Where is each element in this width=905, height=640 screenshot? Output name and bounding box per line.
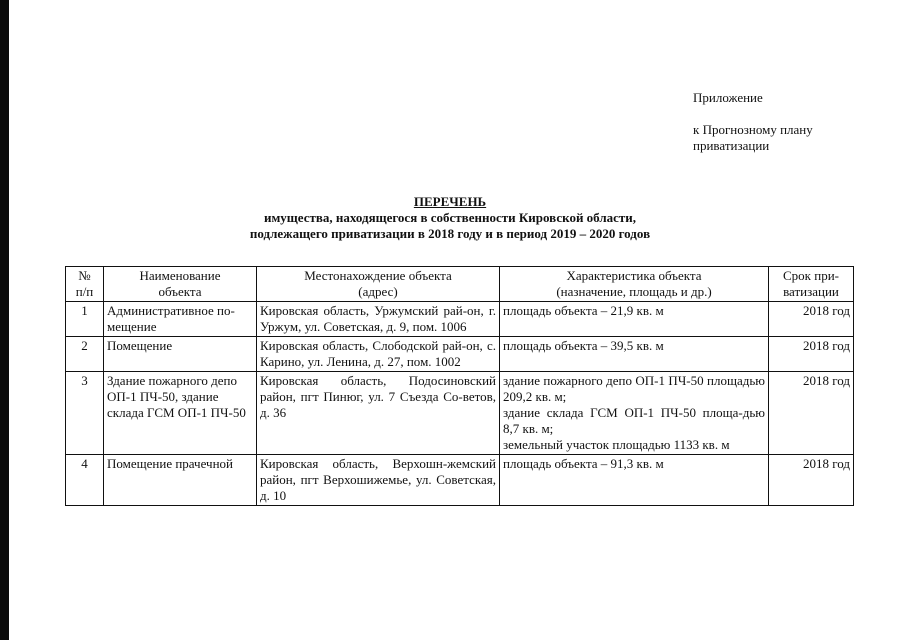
row-characteristics: площадь объекта – 91,3 кв. м — [500, 455, 769, 506]
row-characteristics: площадь объекта – 39,5 кв. м — [500, 337, 769, 372]
title-subheading-2: подлежащего приватизации в 2018 году и в период 2019 – 2020 годов — [249, 226, 651, 241]
row-term: 2018 год — [769, 455, 854, 506]
header-name: Наименование объекта — [104, 267, 257, 302]
row-number: 1 — [66, 302, 104, 337]
row-address: Кировская область, Слободской рай-он, с. Карино, ул. Ленина, д. 27, пом. 1002 — [257, 337, 500, 372]
row-name: Помещение прачечной — [104, 455, 257, 506]
row-address: Кировская область, Подосиновский район, пгт Пинюг, ул. 7 Съезда Со-ветов, д. 36 — [257, 372, 500, 455]
title-heading: ПЕРЕЧЕНЬ — [413, 194, 487, 209]
row-term: 2018 год — [769, 372, 854, 455]
title-subheading-1: имущества, находящегося в собственности Кировской области, — [263, 210, 637, 225]
row-name: Административное по-мещение — [104, 302, 257, 337]
appendix-reference-line2: приватизации — [693, 138, 770, 153]
document-title — [100, 194, 800, 242]
row-address: Кировская область, Уржумский рай-он, г. Уржум, ул. Советская, д. 9, пом. 1006 — [257, 302, 500, 337]
header-characteristics: Характеристика объекта (назначение, площадь и др.) — [500, 267, 769, 302]
row-term: 2018 год — [769, 337, 854, 372]
row-term: 2018 год — [769, 302, 854, 337]
row-address: Кировская область, Верхошн-жемский район, пгт Верхошижемье, ул. Советская, д. 10 — [257, 455, 500, 506]
table-header-row — [66, 267, 854, 302]
scan-edge — [0, 0, 9, 640]
row-name: Помещение — [104, 337, 257, 372]
table-row — [66, 455, 854, 506]
appendix-label: Приложение — [693, 90, 763, 105]
row-name: Здание пожарного депо ОП-1 ПЧ-50, здание склада ГСМ ОП-1 ПЧ-50 — [104, 372, 257, 455]
privatization-table — [65, 266, 854, 506]
appendix-note — [693, 90, 893, 154]
header-address: Местонахождение объекта (адрес) — [257, 267, 500, 302]
row-number: 3 — [66, 372, 104, 455]
header-number: № п/п — [66, 267, 104, 302]
header-term: Срок при- ватизации — [769, 267, 854, 302]
row-number: 4 — [66, 455, 104, 506]
row-characteristics: площадь объекта – 21,9 кв. м — [500, 302, 769, 337]
row-number: 2 — [66, 337, 104, 372]
row-characteristics: здание пожарного депо ОП-1 ПЧ-50 площадью 209,2 кв. м; здание склада ГСМ ОП-1 ПЧ-50 площа-дью 8,7 кв. м; земельный участок площадью 1133 кв. м — [500, 372, 769, 455]
table-row — [66, 337, 854, 372]
appendix-reference-line1: к Прогнозному плану — [693, 122, 813, 137]
table-row — [66, 302, 854, 337]
table-row — [66, 372, 854, 455]
